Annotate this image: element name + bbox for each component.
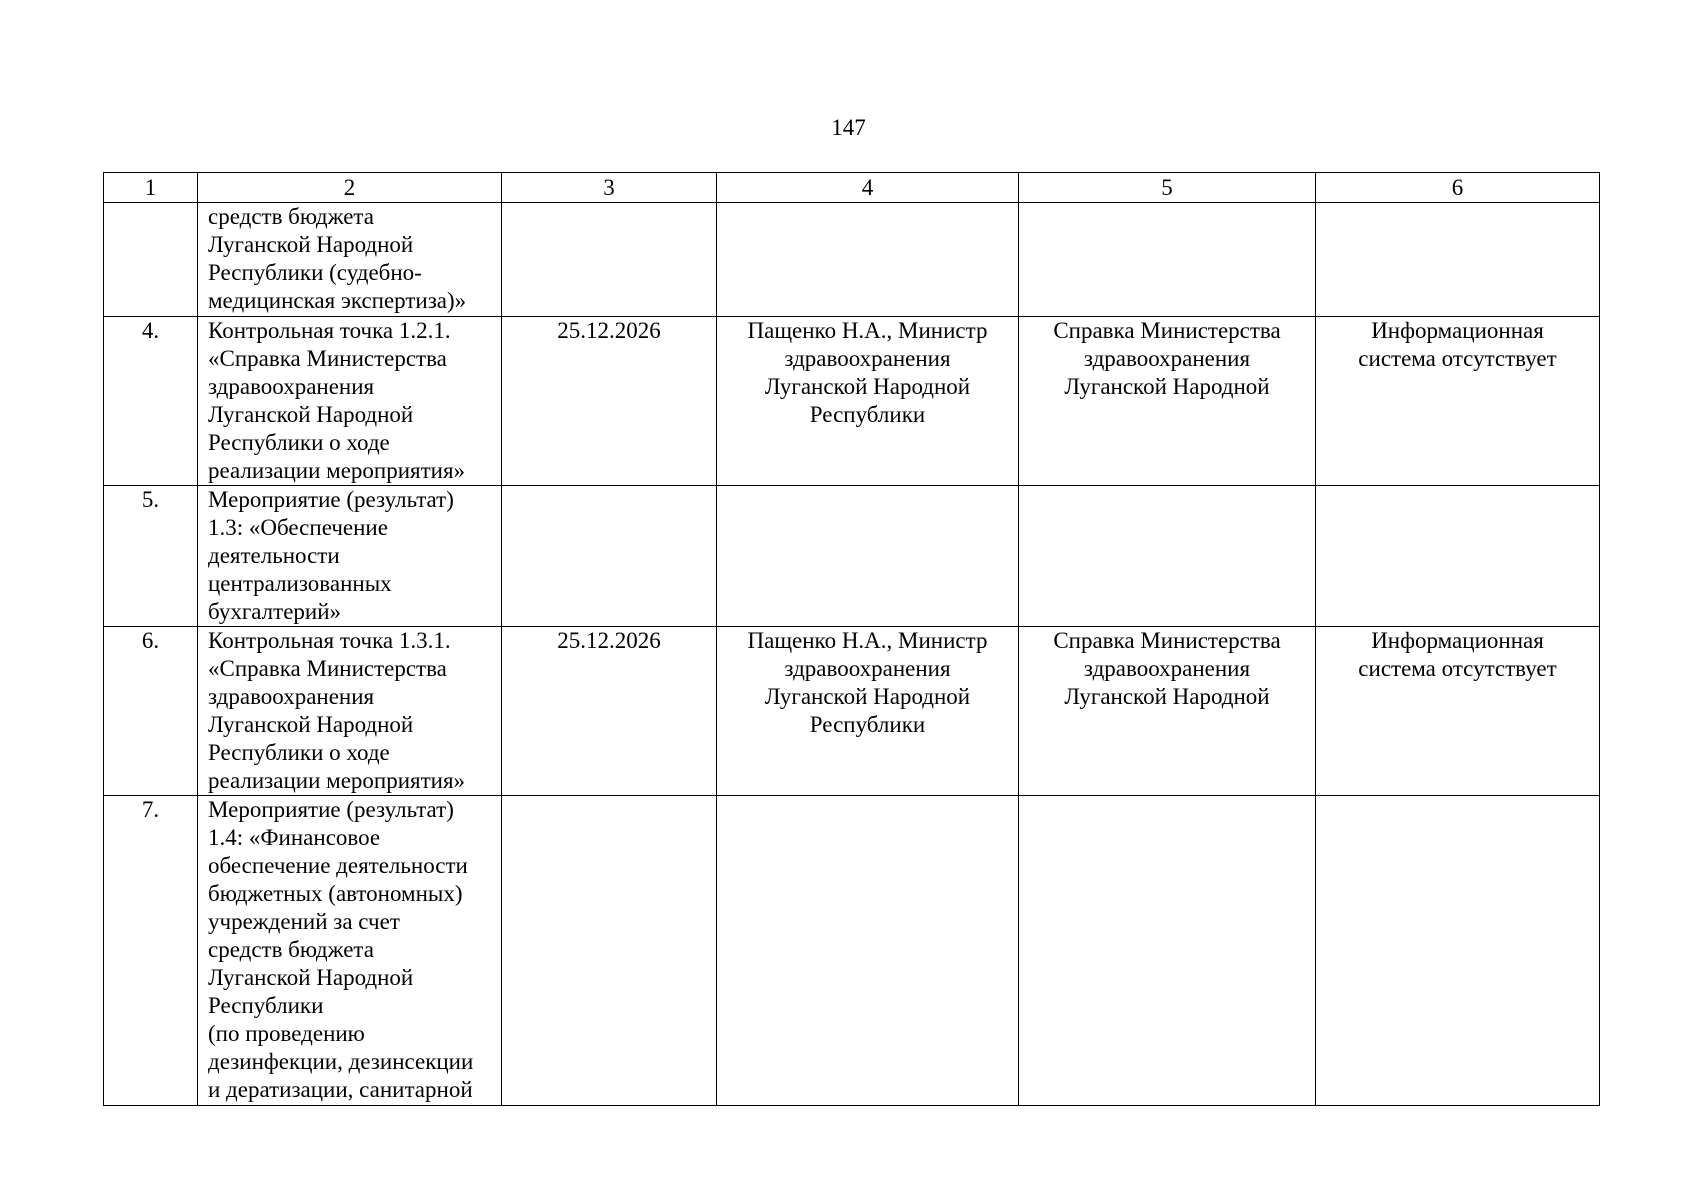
- header-cell: 3: [502, 173, 717, 203]
- row-date-cell: [502, 203, 717, 317]
- header-cell: 6: [1316, 173, 1600, 203]
- row-document-cell: Справка Министерства здравоохранения Луганской Народной: [1019, 627, 1316, 796]
- row-name-cell: Мероприятие (результат) 1.3: «Обеспечение деятельности централизованных бухгалтерий»: [198, 486, 502, 627]
- row-number-cell: 4.: [104, 317, 198, 486]
- table-row: [104, 317, 1600, 486]
- row-name-cell: Мероприятие (результат) 1.4: «Финансовое обеспечение деятельности бюджетных (автономных) учреждений за счет средств бюджета Луганской Народной Республики (по проведению дезинфекции, дезинсекции и дератизации, санитарной: [198, 796, 502, 1106]
- table-row: [104, 486, 1600, 627]
- row-document-cell: Справка Министерства здравоохранения Луганской Народной: [1019, 317, 1316, 486]
- row-date-cell: [502, 486, 717, 627]
- table-header-row: [104, 173, 1600, 203]
- row-number-cell: 6.: [104, 627, 198, 796]
- row-responsible-cell: Пащенко Н.А., Министр здравоохранения Луганской Народной Республики: [717, 627, 1019, 796]
- table-row: [104, 796, 1600, 1106]
- row-system-cell: [1316, 796, 1600, 1106]
- header-cell: 2: [198, 173, 502, 203]
- header-cell: 4: [717, 173, 1019, 203]
- row-document-cell: [1019, 796, 1316, 1106]
- row-document-cell: [1019, 486, 1316, 627]
- row-number-cell: 5.: [104, 486, 198, 627]
- row-name-cell: средств бюджета Луганской Народной Республики (судебно- медицинская экспертиза)»: [198, 203, 502, 317]
- row-system-cell: Информационная система отсутствует: [1316, 627, 1600, 796]
- row-responsible-cell: [717, 796, 1019, 1106]
- row-date-cell: 25.12.2026: [502, 317, 717, 486]
- table-row: [104, 203, 1600, 317]
- row-name-cell: Контрольная точка 1.2.1. «Справка Министерства здравоохранения Луганской Народной Республики о ходе реализации мероприятия»: [198, 317, 502, 486]
- row-date-cell: 25.12.2026: [502, 627, 717, 796]
- row-responsible-cell: Пащенко Н.А., Министр здравоохранения Луганской Народной Республики: [717, 317, 1019, 486]
- table-row: [104, 627, 1600, 796]
- header-cell: 1: [104, 173, 198, 203]
- row-responsible-cell: [717, 203, 1019, 317]
- row-name-cell: Контрольная точка 1.3.1. «Справка Министерства здравоохранения Луганской Народной Республики о ходе реализации мероприятия»: [198, 627, 502, 796]
- row-document-cell: [1019, 203, 1316, 317]
- row-date-cell: [502, 796, 717, 1106]
- row-responsible-cell: [717, 486, 1019, 627]
- row-number-cell: [104, 203, 198, 317]
- row-number-cell: 7.: [104, 796, 198, 1106]
- plan-table: [103, 172, 1600, 1106]
- row-system-cell: Информационная система отсутствует: [1316, 317, 1600, 486]
- row-system-cell: [1316, 486, 1600, 627]
- header-cell: 5: [1019, 173, 1316, 203]
- page-number: 147: [831, 115, 866, 140]
- row-system-cell: [1316, 203, 1600, 317]
